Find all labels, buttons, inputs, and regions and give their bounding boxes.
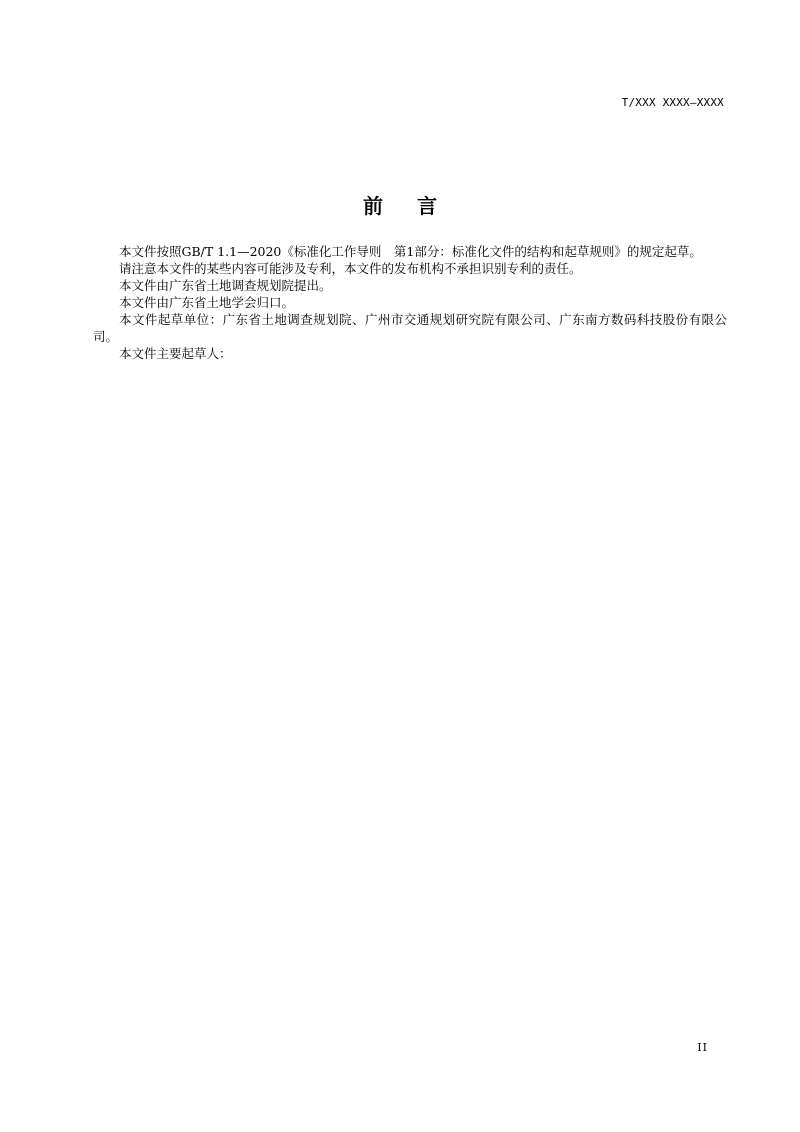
- section-title: [0, 190, 800, 219]
- paragraph-proposer: 本文件由广东省土地调查规划院提出。: [119, 278, 332, 293]
- paragraph-patent-notice: 请注意本文件的某些内容可能涉及专利，本文件的发布机构不承担识别专利的责任。: [119, 261, 582, 276]
- page-number: II: [697, 1041, 708, 1054]
- paragraph-drafters: 本文件主要起草人：: [119, 346, 232, 361]
- paragraph-administrator: 本文件由广东省土地学会归口。: [119, 295, 295, 310]
- title-char-second: 言: [417, 194, 437, 218]
- title-char-first: 前: [363, 194, 383, 218]
- document-code: T/XXX XXXX—XXXX: [621, 96, 724, 109]
- preface-body: [93, 243, 727, 362]
- paragraph-drafting-rules: 本文件按照GB/T 1.1—2020《标准化工作导则 第1部分：标准化文件的结构和起草规则》的规定起草。: [119, 244, 702, 259]
- paragraph-drafting-units: 本文件起草单位：广东省土地调查规划院、广州市交通规划研究院有限公司、广东南方数码科技股份有限公司。: [93, 312, 727, 344]
